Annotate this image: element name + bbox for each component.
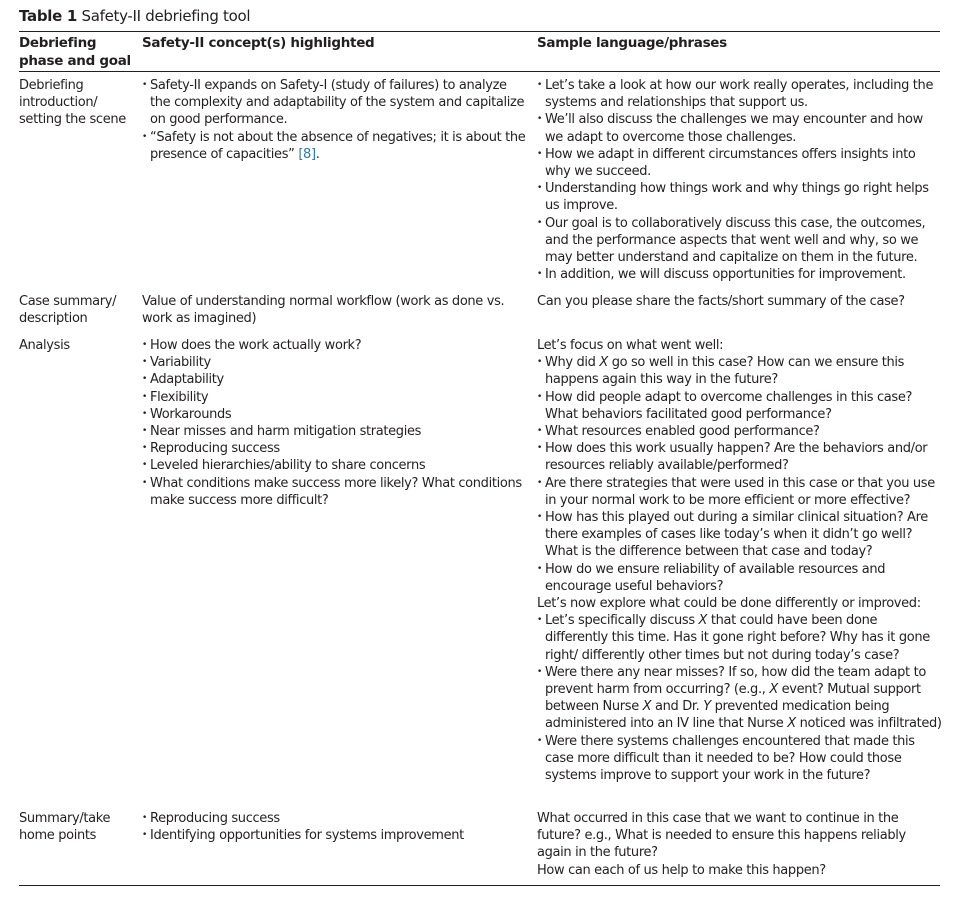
row-3-concepts [142,337,527,509]
row-4-phase: Summary/take home points [19,811,111,844]
list-item: • Were there any near misses? If so, how did the team adapt to prevent harm from occurring? (e.g., X event? Mutual support between Nurse X and Dr. Y prevented medication being administered into an IV line that Nurse X noticed was infiltrated) [537,664,942,733]
header-phase: Debriefing phase and goal [19,35,131,69]
phrases-intro-improve: Let’s now explore what could be done differently or improved: [537,596,921,612]
list-item: • Understanding how things work and why things go right helps us improve. [537,180,942,214]
list-item: • In addition, we will discuss opportunities for improvement. [537,266,942,283]
list-item: • “Safety is not about the absence of negatives; it is about the presence of capacities” [8]. [142,129,527,163]
citation-link[interactable]: [8] [298,146,316,162]
summary-phrase-2: How can each of us help to make this happen? [537,862,826,878]
list-item: • What resources enabled good performance? [537,423,942,440]
list-item: • Safety-II expands on Safety-I (study of failures) to analyze the complexity and adaptability of the system and capitalize on good performance. [142,77,527,129]
list-item: • Workarounds [142,406,527,423]
list-item: • Let’s specifically discuss X that could have been done differently this time. Has it gone right before? Why has it gone right/ differently other times but not during today’s case? [537,612,942,664]
summary-phrase-1: What occurred in this case that we want to continue in the future? e.g., What is needed to ensure this happens reliably again in the future? [537,811,906,861]
list-item: • Identifying opportunities for systems improvement [142,827,527,844]
table-title: Safety-II debriefing tool [81,7,251,25]
table-label: Table 1 [19,7,78,25]
list-item: • Flexibility [142,389,527,406]
list-item: • Why did X go so well in this case? How can we ensure this happens again this way in the future? [537,354,942,388]
list-item: • Variability [142,354,527,371]
list-item: • Are there strategies that were used in this case or that you use in your normal work to be more efficient or more effective? [537,475,942,509]
row-2-phrases: Can you please share the facts/short summary of the case? [537,294,905,309]
row-4-concepts [142,810,527,844]
bottom-rule [19,885,940,886]
row-3-phase: Analysis [19,338,70,353]
row-4-phrases [537,810,942,879]
list-item: • Leveled hierarchies/ability to share concerns [142,457,527,474]
list-item: • Were there systems challenges encountered that made this case more difficult than it needed to be? How could those systems improve to support your work in the future? [537,733,942,785]
row-2-phase: Case summary/ description [19,294,117,327]
list-item: • Near misses and harm mitigation strategies [142,423,527,440]
list-item: • Our goal is to collaboratively discuss this case, the outcomes, and the performance aspects that went well and why, so we may better understand and capitalize on them in the future. [537,215,942,267]
list-item: • How did people adapt to overcome challenges in this case? What behaviors facilitated good performance? [537,389,942,423]
row-2-concepts: Value of understanding normal workflow (work as done vs. work as imagined) [142,294,505,327]
list-item: • How does the work actually work? [142,337,527,354]
phrases-intro-went-well: Let’s focus on what went well: [537,338,724,353]
list-item: • Reproducing success [142,810,527,827]
list-item: • How do we ensure reliability of available resources and encourage useful behaviors? [537,561,942,595]
table-caption [19,7,250,25]
list-item: • We’ll also discuss the challenges we may encounter and how we adapt to overcome those challenges. [537,111,942,145]
header-phrases: Sample language/phrases [537,35,727,51]
list-item: • What conditions make success more likely? What conditions make success more difficult? [142,475,527,509]
list-item: • How we adapt in different circumstances offers insights into why we succeed. [537,146,942,180]
list-item: • Let’s take a look at how our work really operates, including the systems and relationships that support us. [537,77,942,111]
list-item: • Adaptability [142,371,527,388]
row-1-concepts [142,77,527,163]
list-item: • Reproducing success [142,440,527,457]
row-1-phase: Debriefing introduction/ setting the scene [19,78,126,128]
row-1-phrases [537,77,942,283]
header-concepts: Safety-II concept(s) highlighted [142,35,375,51]
top-rule [19,31,940,32]
list-item: • How does this work usually happen? Are the behaviors and/or resources reliably available/performed? [537,440,942,474]
row-3-phrases [537,337,942,784]
header-rule [19,71,940,72]
list-item: • How has this played out during a similar clinical situation? Are there examples of cases like today’s when it didn’t go well? What is the difference between that case and today? [537,509,942,561]
